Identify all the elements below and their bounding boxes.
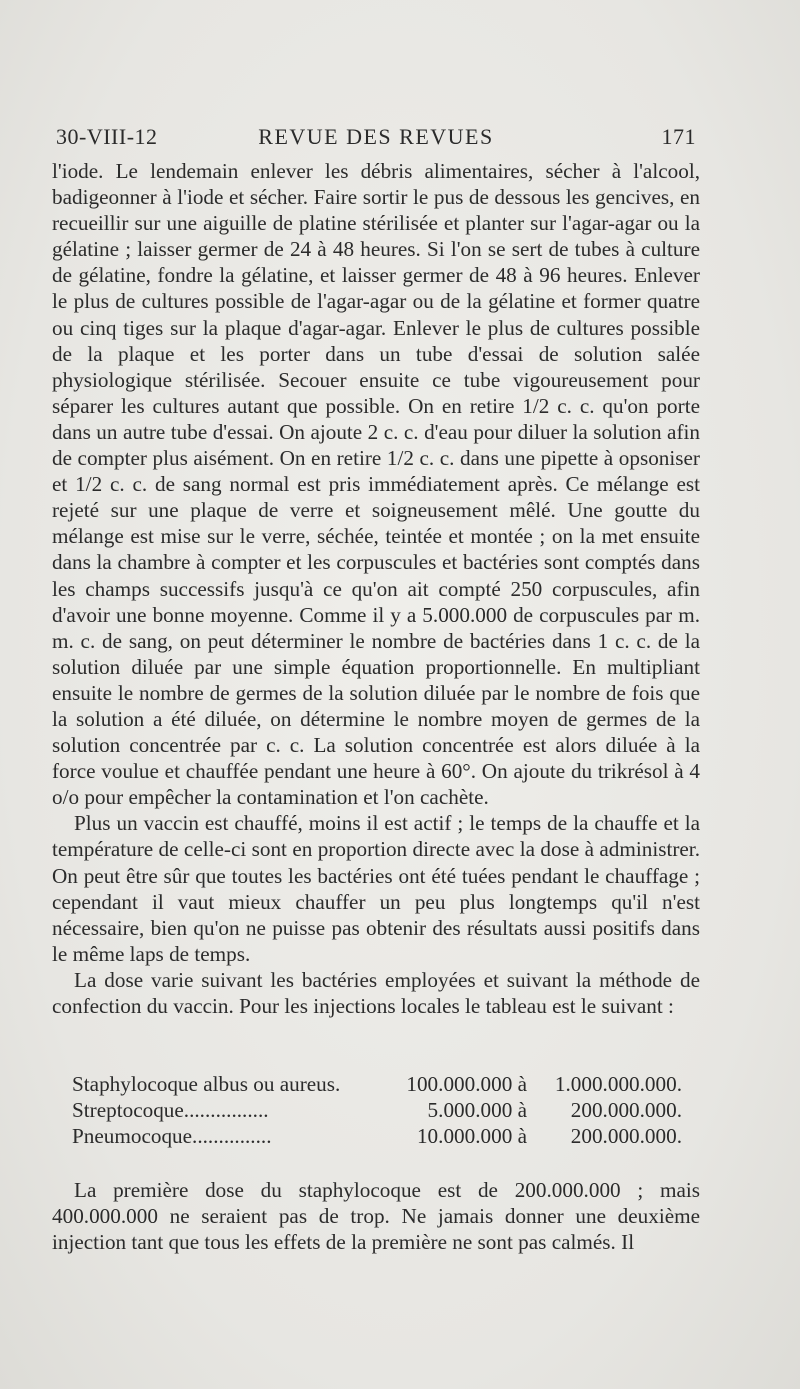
dose-from: 100.000.000 à [406, 1072, 527, 1096]
table-row [72, 1098, 682, 1124]
paragraph-first-dose: La première dose du staphylocoque est de 200.000.000 ; mais 400.000.000 ne seraient pas de trop. Ne jamais donner une deuxième injection tant que tous les effets de la première ne sont pas calmés. Il [52, 1178, 700, 1255]
page-number: 171 [661, 124, 696, 149]
dose-from: 10.000.000 à [416, 1124, 527, 1148]
paragraph-heating: Plus un vaccin est chauffé, moins il est actif ; le temps de la chauffe et la température de celle-ci sont en proportion directe avec la dose à administrer. On peut être sûr que toutes les bactéries ont été tuées pendant le chauffage ; cependant il vaut mieux chauffer un peu plus longtemps qu'il n'est nécessaire, bien qu'on ne puisse pas obtenir des résultats aussi positifs dans le même laps de temps. [52, 811, 700, 966]
dose-from: 5.000.000 à [427, 1098, 527, 1122]
paragraph-dose-intro: La dose varie suivant les bactéries employées et suivant la méthode de confection du vaccin. Pour les injections locales le tableau est le suivant : [52, 967, 700, 1018]
dose-table [72, 1072, 682, 1150]
table-row [72, 1072, 682, 1098]
running-header [56, 124, 696, 154]
closing-text [52, 1177, 700, 1255]
table-row [72, 1124, 682, 1150]
header-title: REVUE DES REVUES [258, 124, 494, 149]
dose-to: 1.000.000.000. [554, 1072, 682, 1096]
header-date: 30-VIII-12 [56, 124, 158, 149]
bacteria-name: Pneumocoque............... [72, 1124, 272, 1148]
bacteria-name: Streptocoque................ [72, 1098, 269, 1122]
dose-to: 200.000.000. [570, 1124, 682, 1148]
dose-to: 200.000.000. [570, 1098, 682, 1122]
paragraph-procedure: l'iode. Le lendemain enlever les débris alimentaires, sécher à l'alcool, badigeonner à l'iode et sécher. Faire sortir le pus de dessous les gencives, en recueillir sur une aiguille de platine stérilisée et planter sur l'agar-agar ou la gélatine ; laisser germer de 24 à 48 heures. Si l'on se sert de tubes à culture de gélatine, fondre la gélatine, et laisser germer de 48 à 96 heures. Enlever le plus de cultures possible de l'agar-agar ou de la gélatine et former quatre ou cinq tiges sur la plaque d'agar-agar. Enlever le plus de cultures possible de la plaque et les porter dans un tube d'essai de solution salée physiologique stérilisée. Secouer ensuite ce tube vigoureusement pour séparer les cultures autant que possible. On en retire 1/2 c. c. qu'on porte dans un autre tube d'essai. On ajoute 2 c. c. d'eau pour diluer la solution afin de compter plus aisément. On en retire 1/2 c. c. dans une pipette à opsoniser et 1/2 c. c. de sang normal est pris immédiatement après. Ce mélange est rejeté sur une plaque de verre et soigneusement mêlé. Une goutte du mélange est mise sur le verre, séchée, teintée et montée ; on la met ensuite dans la chambre à compter et les corpuscules et bactéries sont comptés dans les champs successifs jusqu'à ce qu'on ait compté 250 corpuscules, afin d'avoir une bonne moyenne. Comme il y a 5.000.000 de corpuscules par m. m. c. de sang, on peut déterminer le nombre de bactéries dans 1 c. c. de la solution diluée par une simple équation proportionnelle. En multipliant ensuite le nombre de germes de la solution diluée par le nombre de fois que la solution a été diluée, on détermine le nombre moyen de germes de la solution concentrée par c. c. La solution concentrée est alors diluée à la force voulue et chauffée pendant une heure à 60°. On ajoute du trikrésol à 4 o/o pour empêcher la contamination et l'on cachète. [52, 159, 700, 810]
bacteria-name: Staphylocoque albus ou aureus. [72, 1072, 341, 1096]
body-text [52, 158, 700, 1019]
